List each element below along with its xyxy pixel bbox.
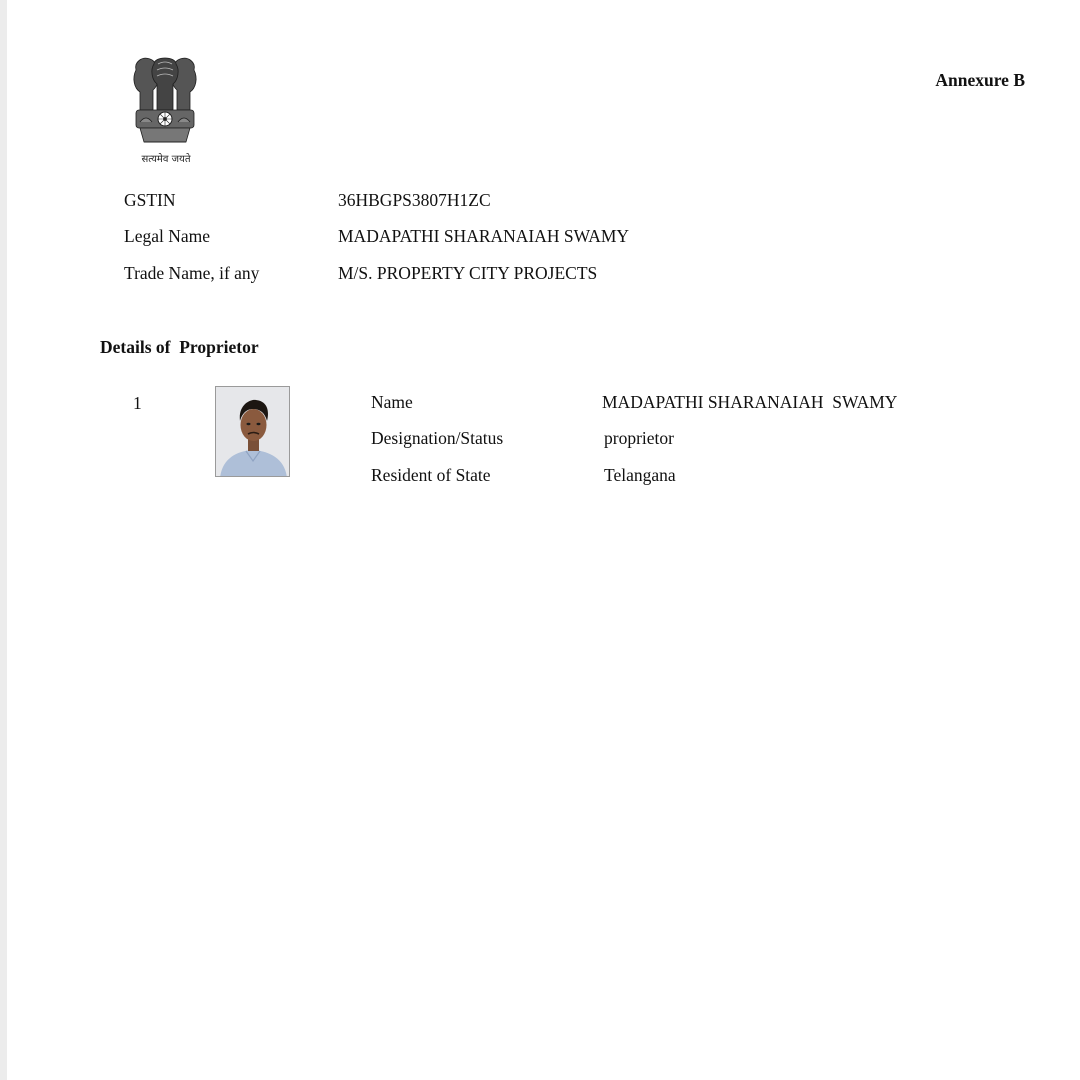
proprietor-section-heading: Details of Proprietor [100,337,259,357]
proprietor-serial-number: 1 [133,393,142,413]
resident-state-label: Resident of State [371,465,491,485]
designation-label: Designation/Status [371,428,504,448]
legal-name-value: MADAPATHI SHARANAIAH SWAMY [338,226,630,246]
emblem-motto: सत्यमेव जयते [141,154,191,165]
proprietor-name-value: MADAPATHI SHARANAIAH SWAMY [602,392,898,412]
trade-name-label: Trade Name, if any [124,263,260,283]
proprietor-name-label: Name [371,392,413,412]
resident-state-value: Telangana [604,465,676,485]
legal-name-label: Legal Name [124,226,210,246]
annexure-label: Annexure B [935,70,1025,90]
gstin-label: GSTIN [124,190,176,210]
gstin-value: 36HBGPS3807H1ZC [338,190,491,210]
trade-name-value: M/S. PROPERTY CITY PROJECTS [338,263,598,283]
designation-value: proprietor [604,428,674,448]
proprietor-photo [215,386,290,477]
page-edge [0,0,7,1080]
